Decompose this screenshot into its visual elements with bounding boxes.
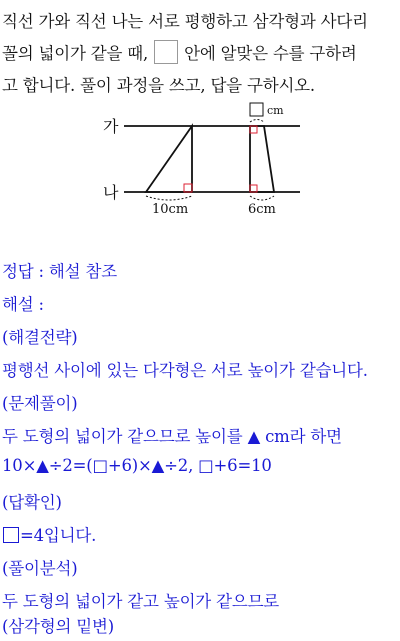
trapezoid-top-right-angle-mark (250, 126, 257, 133)
answer-line-3: (해결전략) (2, 328, 78, 347)
answer-line-4: 평행선 사이에 있는 다각형은 서로 높이가 같습니다. (2, 361, 368, 380)
answer-line-11: 두 도형의 넓이가 같고 높이가 같으므로 (2, 592, 280, 611)
label-ga: 가 (103, 117, 119, 136)
trapezoid-bottom-right-angle-mark (250, 185, 257, 192)
problem-line-2-after: 안에 알맞은 수를 구하려 (184, 44, 357, 63)
answer-line-9 (2, 522, 96, 546)
problem-line-1: 직선 가와 직선 나는 서로 평행하고 삼각형과 사다리 (2, 12, 368, 31)
triangle (146, 126, 192, 192)
answer-line-1: 정답 : 해설 참조 (2, 262, 117, 281)
answer-line-6: 두 도형의 넓이가 같으므로 높이를 ▲ cm라 하면 (2, 427, 342, 446)
unknown-box-symbol (3, 527, 19, 543)
answer-line-5: (문제풀이) (2, 394, 78, 413)
problem-line-2-before: 꼴의 넓이가 같을 때, (2, 44, 149, 63)
unknown-length-box (250, 103, 263, 116)
answer-line-9-text: =4입니다. (20, 526, 97, 545)
trapezoid-base-label: 6cm (248, 202, 276, 217)
answer-line-7: 10×▲÷2=(□+6)×▲÷2, □+6=10 (2, 456, 272, 475)
top-unit-label: cm (267, 104, 284, 117)
answer-line-2: 해설 : (2, 295, 44, 314)
trapezoid (250, 126, 274, 192)
trapezoid-top-brace (250, 120, 264, 123)
triangle-base-label: 10cm (152, 202, 189, 217)
answer-blank-box (154, 40, 178, 64)
triangle-right-angle-mark (184, 184, 192, 192)
trapezoid-base-brace (250, 196, 274, 200)
problem-line-2 (2, 40, 357, 64)
label-na: 나 (103, 183, 119, 202)
problem-line-3: 고 합니다. 풀이 과정을 쓰고, 답을 구하시오. (2, 76, 315, 95)
triangle-base-brace (146, 196, 192, 200)
geometry-figure (0, 100, 400, 220)
answer-line-12: (삼각형의 밑변) (2, 617, 114, 636)
answer-line-10: (풀이분석) (2, 559, 78, 578)
answer-line-8: (답확인) (2, 493, 62, 512)
